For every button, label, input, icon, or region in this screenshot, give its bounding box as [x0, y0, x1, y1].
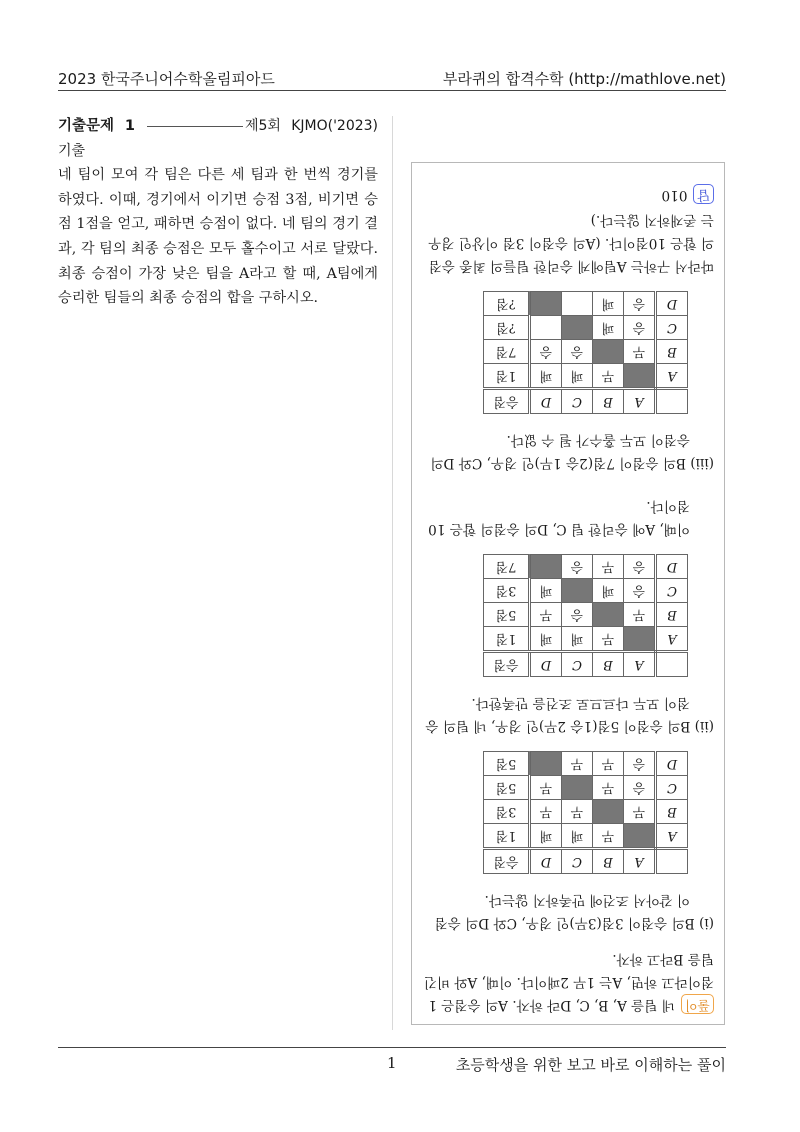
table-row: D 승 무 승 7점	[484, 555, 688, 579]
intro-text: 네 팀을 A, B, C, D라 하자. A의 승점은 1점이라고 하면, A는 1무 2패이다. 이때, A와 비긴 팀을 B라고 하자.	[423, 951, 714, 1013]
table-row: C 승 패 패 3점	[484, 579, 688, 603]
case-2-text: (ii) B의 승점이 5점(1승 2무)인 경우, 네 팀의 승점이 모두 다르므로 조건을 만족한다.	[425, 695, 714, 734]
table-row: A 무 패 패 1점	[484, 824, 688, 849]
solution-tag: 풀이	[681, 994, 714, 1014]
case-2-note: 이때, A에 승리한 팀 C, D의 승점의 합은 10점이다.	[428, 498, 690, 537]
table-row: D 승 패 ?점	[484, 292, 688, 316]
solution-intro	[422, 947, 714, 1016]
table-header-row: A B C D 승점	[484, 652, 688, 677]
answer-tag: 답	[693, 184, 714, 204]
answer-value: 010	[661, 187, 688, 203]
result-table-case-2	[483, 554, 688, 677]
question-source: 제5회 KJMO('2023) 기출	[58, 118, 379, 159]
table-row: C 승 무 무 5점	[484, 776, 688, 800]
conclusion-text: 따라서 구하는 A팀에게 승리한 팀들의 최종 승점의 합은 10점이다. (A의 승점이 3점 이상인 경우는 존재하지 않는다.)	[428, 212, 714, 274]
title-rule	[147, 126, 243, 127]
table-row: B 무 무 무 3점	[484, 800, 688, 824]
table-row: C 승 패 ?점	[484, 316, 688, 340]
header-title: 2023 한국주니어수학올림피아드	[58, 70, 275, 88]
header-site: 부라퀴의 합격수학 (http://mathlove.net)	[442, 70, 726, 88]
table-row: B 무 승 무 5점	[484, 603, 688, 627]
question-column	[58, 114, 378, 311]
table-header-row: A B C D 승점	[484, 849, 688, 874]
table-row: D 승 무 무 5점	[484, 752, 688, 776]
case-3-text: (iii) B의 승점이 7점(2승 1무)인 경우, C와 D의 승점이 모두 홀수가 될 수 없다.	[430, 432, 714, 471]
table-row: A 무 패 패 1점	[484, 364, 688, 389]
solution-box-rotated	[411, 162, 725, 1025]
result-table-case-1	[483, 751, 688, 874]
question-title: 기출문제 1	[58, 118, 135, 134]
answer-line	[422, 183, 714, 206]
page-number: 1	[387, 1054, 397, 1072]
result-table-case-3	[483, 291, 688, 414]
column-divider	[392, 116, 393, 1030]
table-row: A 무 패 패 1점	[484, 627, 688, 652]
table-row: B 무 승 승 7점	[484, 340, 688, 364]
footer-subtitle: 초등학생을 위한 보고 바로 이해하는 풀이	[455, 1056, 726, 1074]
case-1-text: (i) B의 승점이 3점(3무)인 경우, C와 D의 승점이 같아서 조건에 만족하지 않는다.	[434, 892, 714, 931]
page-footer	[58, 1047, 726, 1074]
question-text: 네 팀이 모여 각 팀은 다른 세 팀과 한 번씩 경기를 하였다. 이때, 경기에서 이기면 승점 3점, 비기면 승점 1점을 얻고, 패하면 승점이 없다. 네 팀의 경기 결과, 각 팀의 최종 승점은 모두 홀수이고 서로 달랐다. 최종 승점이 가장 낮은 팀을 A라고 할 때, A팀에게 승리한 팀들의 최종 승점의 합을 구하시오.	[58, 167, 378, 307]
page-header	[58, 68, 726, 91]
table-header-row: A B C D 승점	[484, 389, 688, 414]
